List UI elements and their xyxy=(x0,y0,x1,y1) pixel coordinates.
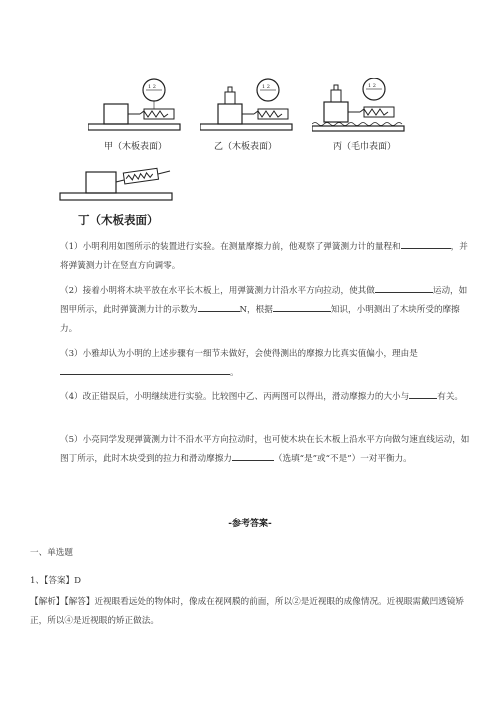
question-1: （1）小明利用如图所示的装置进行实验。在测量摩擦力前，他观察了弹簧测力计的量程和 ，并将弹簧测力计在竖直方向调零。 xyxy=(60,238,470,276)
svg-text:1 2: 1 2 xyxy=(148,84,156,90)
answer-analysis: 【解析】【解答】近视眼看远处的物体时，像成在视网膜的前面，所以②是近视眼的成像情况。近视眼需戴凹透镜矫正，所以④是近视眼的矫正做法。 xyxy=(30,597,464,626)
answer-blank-5[interactable] xyxy=(232,451,274,461)
figure-bing xyxy=(312,78,412,133)
answer-blank-4[interactable] xyxy=(409,389,437,399)
question-5: （5）小亮同学发现弹簧测力计不沿水平方向拉动时，也可使木块在长木板上沿水平方向做匀速直线运动，如图丁所示，此时木块受到的拉力和滑动摩擦力 （选填“是”或“不是”）一对平衡力。 xyxy=(60,435,470,464)
section-heading: 一、单选题 xyxy=(30,548,73,558)
figure-yi xyxy=(200,78,300,133)
question-4: （4）改正错误后，小明继续进行实验。比较图中乙、丙两图可以得出，滑动摩擦力的大小与 有关。 xyxy=(60,388,470,407)
answer-blank-2c[interactable] xyxy=(273,302,331,312)
answer-blank-3[interactable] xyxy=(60,365,230,375)
svg-text:1 2: 1 2 xyxy=(368,83,376,89)
answer-blank-1[interactable] xyxy=(401,239,451,249)
question-2: （2）接着小明将木块平放在水平长木板上，用弹簧测力计沿水平方向拉动，使其做 运动，如图甲所示，此时弹簧测力计的示数为 N，根据 知识，小明测出了木块所受的摩擦力。 xyxy=(60,282,470,339)
answer-item-1: 1、【答案】D xyxy=(30,576,82,586)
question-3: （3）小雅却认为小明的上述步骤有一细节未做好，会使得测出的摩擦力比真实值偏小，理由是。 xyxy=(60,349,418,378)
caption-jia: 甲（木板表面） xyxy=(104,142,168,152)
caption-yi: 乙（木板表面） xyxy=(214,142,278,152)
caption-ding: 丁（木板表面） xyxy=(78,213,159,227)
answers-title: -参考答案- xyxy=(228,519,272,529)
figure-jia xyxy=(88,78,188,133)
caption-bing: 丙（毛巾表面） xyxy=(333,142,397,152)
answer-blank-2b[interactable] xyxy=(198,302,240,312)
svg-text:1 2: 1 2 xyxy=(262,84,270,90)
answer-blank-2a[interactable] xyxy=(375,283,433,293)
figure-ding xyxy=(58,166,178,206)
